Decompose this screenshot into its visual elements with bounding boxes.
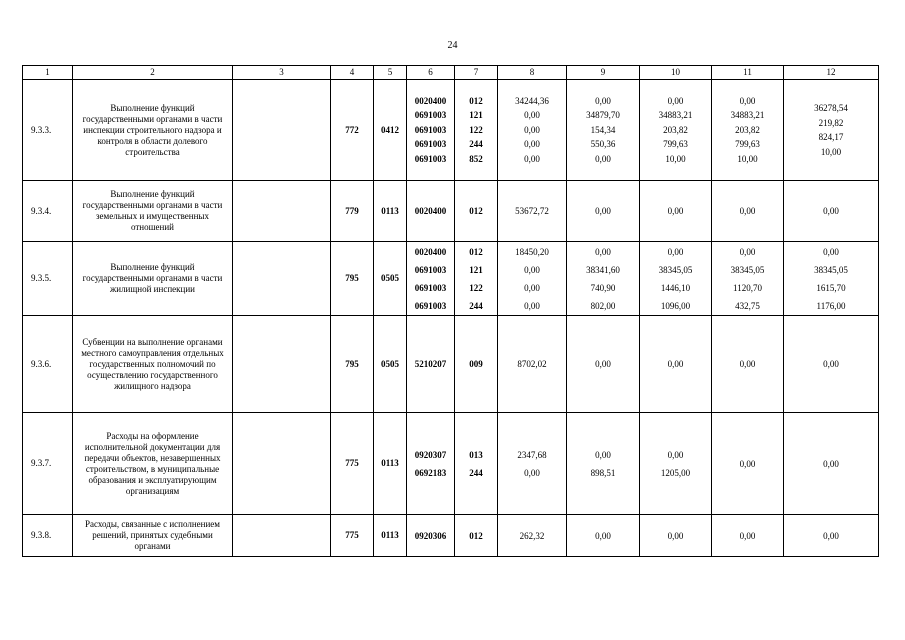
- amount-col-12-value: 1615,70: [816, 282, 846, 293]
- amount-col-11-value: 203,82: [735, 124, 760, 135]
- amount-col-9: [567, 413, 640, 515]
- table-row: [23, 515, 879, 557]
- row-description: Субвенции на выполнение органами местного самоуправления отдельных государственных полномочий по осуществлению государственного жилищного надзора: [73, 316, 233, 413]
- amount-col-12-value: 1176,00: [816, 300, 846, 311]
- amount-col-9-value: 34879,70: [586, 110, 620, 121]
- amount-col-10-value: 203,82: [663, 124, 688, 135]
- budget-table: [22, 65, 879, 557]
- amount-col-10-value: 0,00: [667, 359, 684, 369]
- amount-col-12: [784, 242, 879, 316]
- amount-col-8-value: 34244,36: [515, 95, 549, 106]
- amount-col-8-value: 53672,72: [515, 206, 549, 216]
- row-number: 9.3.8.: [23, 515, 73, 557]
- header-row: [23, 66, 879, 80]
- expense-type-value: 244: [469, 139, 483, 150]
- header-cell: 1: [23, 66, 73, 80]
- amount-col-12: [784, 80, 879, 181]
- amount-col-8: [498, 515, 567, 557]
- amount-col-9-value: 0,00: [595, 246, 611, 257]
- amount-col-12-value: 219,82: [818, 117, 844, 128]
- amount-col-10-value: 0,00: [667, 530, 684, 541]
- amount-col-9: [567, 515, 640, 557]
- amount-col-8-value: 18450,20: [515, 246, 549, 257]
- expense-type: [455, 80, 498, 181]
- row-number: 9.3.3.: [23, 80, 73, 181]
- amount-col-11-value: 0,00: [739, 95, 756, 106]
- header-cell: 12: [784, 66, 879, 80]
- amount-col-10-value: 1205,00: [660, 467, 691, 478]
- amount-col-8-value: 0,00: [524, 300, 540, 311]
- expense-type-value: 122: [469, 282, 483, 293]
- expense-type-value: 244: [469, 467, 483, 478]
- department-code: 775: [331, 413, 374, 515]
- amount-col-12: [784, 181, 879, 242]
- header-cell: 2: [73, 66, 233, 80]
- column-3-cell: [233, 413, 331, 515]
- amount-col-9-value: 0,00: [595, 359, 611, 369]
- amount-col-10: [640, 242, 712, 316]
- amount-col-10: [640, 181, 712, 242]
- amount-col-10-value: 1446,10: [660, 282, 691, 293]
- expense-type: [455, 316, 498, 413]
- amount-col-9-value: 38341,60: [586, 264, 620, 275]
- amount-col-9-value: 0,00: [595, 530, 611, 541]
- column-3-cell: [233, 316, 331, 413]
- table-row: [23, 316, 879, 413]
- amount-col-12-value: 36278,54: [814, 103, 848, 113]
- amount-col-9-value: 154,34: [590, 124, 616, 135]
- column-3-cell: [233, 181, 331, 242]
- expense-type-value: 244: [469, 300, 483, 311]
- row-description: Расходы на оформление исполнительной документации для передачи объектов, незавершенных строительством, в муниципальные образования и эксплуатирующим организациям: [73, 413, 233, 515]
- expense-type-value: 012: [469, 246, 483, 257]
- amount-col-10: [640, 515, 712, 557]
- amount-col-11-value: 34883,21: [730, 110, 765, 121]
- amount-col-11-value: 0,00: [739, 530, 756, 541]
- target-code-value: 0020400: [414, 95, 447, 106]
- target-code: [407, 316, 455, 413]
- amount-col-8-value: 262,32: [519, 530, 545, 541]
- amount-col-11-value: 38345,05: [730, 264, 765, 275]
- expense-type: [455, 181, 498, 242]
- target-code: [407, 181, 455, 242]
- expense-type: [455, 515, 498, 557]
- expense-type-value: 121: [469, 110, 483, 121]
- table-row: [23, 181, 879, 242]
- target-code-value: 5210207: [414, 359, 447, 369]
- amount-col-10-value: 10,00: [665, 153, 686, 164]
- target-code-value: 0691003: [414, 110, 447, 121]
- amount-col-10-value: 1096,00: [660, 300, 691, 311]
- header-cell: 10: [640, 66, 712, 80]
- expense-type-value: 013: [469, 449, 483, 460]
- amount-col-11: [712, 515, 784, 557]
- department-code: 772: [331, 80, 374, 181]
- section-code: 0505: [374, 242, 407, 316]
- department-code: 795: [331, 316, 374, 413]
- target-code-value: 0691003: [414, 264, 447, 275]
- amount-col-9: [567, 80, 640, 181]
- amount-col-8-value: 0,00: [524, 124, 540, 135]
- amount-col-9-value: 0,00: [595, 449, 611, 460]
- target-code: [407, 242, 455, 316]
- expense-type-value: 122: [469, 124, 483, 135]
- amount-col-10: [640, 80, 712, 181]
- amount-col-9: [567, 181, 640, 242]
- amount-col-9-value: 550,36: [590, 139, 616, 150]
- amount-col-12-value: 0,00: [823, 206, 839, 216]
- target-code: [407, 80, 455, 181]
- row-description: Выполнение функций государственными органами в части инспекции строительного надзора и контроля в области долевого строительства: [73, 80, 233, 181]
- target-code-value: 0691003: [414, 124, 447, 135]
- amount-col-10-value: 799,63: [663, 139, 688, 150]
- amount-col-8-value: 0,00: [524, 110, 540, 121]
- amount-col-10: [640, 413, 712, 515]
- target-code-value: 0920307: [414, 449, 447, 460]
- amount-col-10-value: 38345,05: [658, 264, 693, 275]
- header-cell: 7: [455, 66, 498, 80]
- amount-col-8: [498, 80, 567, 181]
- amount-col-10: [640, 316, 712, 413]
- expense-type: [455, 413, 498, 515]
- section-code: 0113: [374, 515, 407, 557]
- amount-col-8: [498, 181, 567, 242]
- amount-col-12-value: 10,00: [820, 146, 842, 157]
- amount-col-8-value: 0,00: [524, 153, 540, 164]
- amount-col-9-value: 0,00: [595, 206, 611, 216]
- amount-col-8: [498, 413, 567, 515]
- amount-col-11-value: 1120,70: [733, 282, 762, 293]
- expense-type: [455, 242, 498, 316]
- section-code: 0113: [374, 413, 407, 515]
- row-description: Выполнение функций государственными органами в части земельных и имущественных отношений: [73, 181, 233, 242]
- expense-type-value: 012: [469, 530, 483, 541]
- target-code-value: 0691003: [414, 282, 447, 293]
- header-cell: 8: [498, 66, 567, 80]
- amount-col-11: [712, 413, 784, 515]
- amount-col-11: [712, 242, 784, 316]
- target-code-value: 0020400: [414, 246, 447, 257]
- target-code: [407, 515, 455, 557]
- section-code: 0412: [374, 80, 407, 181]
- amount-col-12-value: 0,00: [823, 246, 839, 257]
- amount-col-11: [712, 80, 784, 181]
- expense-type-value: 012: [469, 206, 483, 216]
- amount-col-11-value: 10,00: [737, 153, 758, 164]
- amount-col-8-value: 0,00: [524, 282, 540, 293]
- amount-col-9-value: 740,90: [590, 282, 616, 293]
- amount-col-11-value: 0,00: [739, 458, 756, 469]
- row-number: 9.3.7.: [23, 413, 73, 515]
- row-number: 9.3.4.: [23, 181, 73, 242]
- header-cell: 3: [233, 66, 331, 80]
- amount-col-9-value: 802,00: [590, 300, 616, 311]
- target-code-value: 0692183: [414, 467, 447, 478]
- column-3-cell: [233, 242, 331, 316]
- table-row: [23, 413, 879, 515]
- amount-col-10-value: 0,00: [667, 246, 684, 257]
- amount-col-9-value: 0,00: [595, 153, 611, 164]
- amount-col-10-value: 0,00: [667, 95, 684, 106]
- amount-col-8-value: 0,00: [524, 139, 540, 150]
- amount-col-8-value: 2347,68: [517, 449, 547, 460]
- amount-col-12-value: 0,00: [823, 530, 839, 541]
- target-code-value: 0020400: [414, 206, 447, 216]
- expense-type-value: 121: [469, 264, 483, 275]
- table-row: [23, 242, 879, 316]
- department-code: 779: [331, 181, 374, 242]
- target-code-value: 0691003: [414, 139, 447, 150]
- amount-col-11: [712, 316, 784, 413]
- column-3-cell: [233, 515, 331, 557]
- amount-col-10-value: 0,00: [667, 206, 684, 216]
- amount-col-11-value: 432,75: [735, 300, 760, 311]
- amount-col-11: [712, 181, 784, 242]
- amount-col-12-value: 824,17: [818, 132, 844, 142]
- amount-col-8: [498, 242, 567, 316]
- row-number: 9.3.6.: [23, 316, 73, 413]
- section-code: 0505: [374, 316, 407, 413]
- target-code-value: 0920306: [414, 530, 447, 541]
- amount-col-12-value: 0,00: [823, 458, 839, 469]
- header-cell: 4: [331, 66, 374, 80]
- header-cell: 6: [407, 66, 455, 80]
- amount-col-10-value: 34883,21: [658, 110, 693, 121]
- amount-col-11-value: 0,00: [739, 246, 756, 257]
- row-description: Выполнение функций государственными органами в части жилищной инспекции: [73, 242, 233, 316]
- row-description: Расходы, связанные с исполнением решений, принятых судебными органами: [73, 515, 233, 557]
- amount-col-12: [784, 316, 879, 413]
- expense-type-value: 009: [469, 359, 483, 369]
- amount-col-8-value: 0,00: [524, 264, 540, 275]
- amount-col-9: [567, 242, 640, 316]
- header-cell: 11: [712, 66, 784, 80]
- amount-col-12: [784, 413, 879, 515]
- column-3-cell: [233, 80, 331, 181]
- amount-col-8-value: 8702,02: [517, 359, 547, 369]
- expense-type-value: 852: [469, 153, 483, 164]
- amount-col-10-value: 0,00: [667, 449, 684, 460]
- amount-col-12-value: 0,00: [823, 359, 839, 369]
- target-code-value: 0691003: [414, 153, 447, 164]
- page-number: 24: [447, 40, 458, 51]
- amount-col-11-value: 0,00: [739, 206, 756, 216]
- target-code-value: 0691003: [414, 300, 447, 311]
- header-cell: 9: [567, 66, 640, 80]
- expense-type-value: 012: [469, 95, 483, 106]
- table-row: [23, 80, 879, 181]
- amount-col-12: [784, 515, 879, 557]
- department-code: 795: [331, 242, 374, 316]
- amount-col-9: [567, 316, 640, 413]
- amount-col-11-value: 799,63: [735, 139, 760, 150]
- amount-col-9-value: 898,51: [590, 467, 616, 478]
- amount-col-11-value: 0,00: [739, 359, 756, 369]
- section-code: 0113: [374, 181, 407, 242]
- target-code: [407, 413, 455, 515]
- row-number: 9.3.5.: [23, 242, 73, 316]
- header-cell: 5: [374, 66, 407, 80]
- department-code: 775: [331, 515, 374, 557]
- amount-col-8: [498, 316, 567, 413]
- amount-col-9-value: 0,00: [595, 95, 611, 106]
- amount-col-8-value: 0,00: [524, 467, 540, 478]
- amount-col-12-value: 38345,05: [814, 264, 848, 275]
